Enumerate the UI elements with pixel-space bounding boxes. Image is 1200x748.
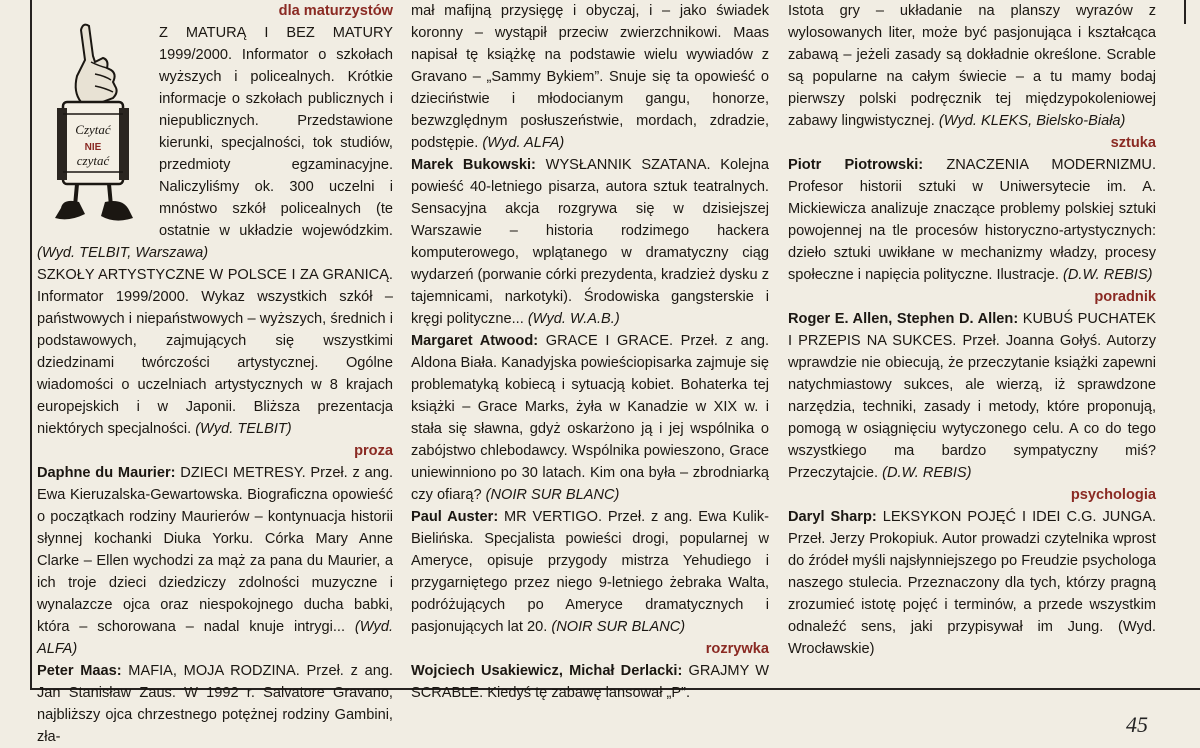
entry-szkoly-artystyczne	[37, 264, 393, 440]
entry-title: Z MATURĄ I BEZ MATURY 1999/2000.	[159, 25, 393, 63]
entry-text: Przeł. z ang. Ewa Kulik-Bielińska. Specjalista powieści drogi, popularnej w Ameryce, opisuje przygody mistrza Yehudiego i przygarniętego przez niego 9-letniego żebraka Walta, podróżujących po Ameryce dramatycznych i pasjonujących lat 20.	[411, 509, 769, 635]
entry-author: Roger E. Allen, Stephen D. Allen:	[788, 311, 1019, 327]
entry-title: ZNACZENIA MODERNIZMU.	[923, 157, 1156, 173]
entry-mafia-continued	[411, 0, 769, 154]
entry-author: Daphne du Maurier:	[37, 465, 176, 481]
entry-kubus-puchatek	[788, 308, 1156, 484]
entry-text: mał mafijną przysięgę i obyczaj, i – jako świadek koronny – wystąpił przeciw zwierzchnikowi. Maas napisał tę książkę na podstawie wielu wywiadów z Gravano – „Sammy Bykiem”. Snuje się ta opowieść o dzieciństwie i młodocianym gangu, honorze, bezwzględnym posłuszeństwie, mordach, zdradzie, podstępie.	[411, 3, 769, 151]
logo-text-czytac-2: czytać	[76, 153, 110, 168]
entry-text: Przeł. Jerzy Prokopiuk. Autor prowadzi czytelnika wprost do źródeł myśli najsłynniejszego po Freudzie psychologa naszego stulecia. Przeznaczony dla tych, którzy pragną zrozumieć istotę pojęć i terminów, a przede wszystkim odnaleźć sens, jaki przypisywał im Jung. (Wyd. Wrocławskie)	[788, 531, 1156, 657]
entry-text: Informator o szkołach wyższych i policealnych. Krótkie informacje o szkołach publicznych i niepublicznych. Przedstawione kierunki, specjalności, tok studiów, przedmioty egzaminacyjne. Naliczyliśmy ok. 300 uczelni i mnóstwo szkół policealnych (te ostatnie w układzie wojewódzkim.	[159, 47, 393, 239]
column-3	[788, 0, 1156, 660]
entry-text: Przeł. z ang. Aldona Biała. Kanadyjska powieściopisarka zajmuje się problematyką kobiecą i sytuacją kobiet. Bohaterka tej książki – Grace Marks, żyła w Kanadzie w XIX w. i stała się sławna, gdyż oskarżono ją i jej wspólnika o zabójstwo chlebodawcy. Wspólnika powieszono, Grace uniewinniono po 30 latach. Kim ona była – zbrodniarką czy ofiarą?	[411, 333, 769, 503]
entry-title: SZKOŁY ARTYSTYCZNE W POLSCE I ZA GRANICĄ.	[37, 267, 393, 283]
section-heading-proza: proza	[354, 443, 393, 459]
page-number: 45	[1126, 712, 1148, 737]
section-heading-poradnik: poradnik	[1094, 289, 1156, 305]
entry-publisher: (Wyd. KLEKS, Bielsko-Biała)	[938, 113, 1126, 129]
entry-title: LEKSYKON POJĘĆ I IDEI C.G. JUNGA.	[876, 509, 1156, 525]
entry-title: WYSŁANNIK SZATANA.	[535, 157, 711, 173]
entry-title: KUBUŚ PUCHATEK I PRZEPIS NA SUKCES.	[788, 311, 1157, 349]
entry-text: Kiedyś tę zabawę lansował „P”.	[483, 685, 691, 701]
entry-text: Kolejna powieść 40-letniego pisarza, autora sztuk teatralnych. Sensacyjna akcja rozgrywa się w dzisiejszej Warszawie – historia rodzimego hackera komputerowego, wplątanego w dramatyczny ciąg wydarzeń (porwanie córki prezydenta, kradzież dysku z tajemnicami, narkotyki). Środowiska gangsterskie i kręgi polityczne...	[411, 157, 769, 327]
entry-text: Istota gry – układanie na planszy wyrazów z wylosowanych liter, może być pasjonująca i kształcąca zabawą – jeżeli zasady są dokładnie określone. Scrable są popularne na całym świecie – a tu mamy bodaj pierwszy polski podręcznik tej międzypokoleniowej zabawy lingwistycznej.	[788, 3, 1156, 129]
entry-publisher: (NOIR SUR BLANC)	[551, 619, 686, 635]
entry-znaczenia-modernizmu	[788, 154, 1156, 286]
entry-publisher: (Wyd. TELBIT)	[195, 421, 292, 437]
entry-title: MAFIA, MOJA RODZINA.	[121, 663, 300, 679]
entry-text: Przeł. z ang. Jan Stanisław Zaus. W 1992 r. Salvatore Gravano, najbliższy ojca chrzestnego potężnej rodziny Gambini, zła-	[37, 663, 393, 745]
entry-author: Margaret Atwood:	[411, 333, 539, 349]
logo-text-nie: NIE	[84, 142, 102, 153]
entry-mr-vertigo	[411, 506, 769, 638]
entry-publisher: (Wyd. ALFA)	[37, 619, 393, 657]
entry-grajmy-w-scrable	[411, 660, 769, 704]
entry-grace-i-grace	[411, 330, 769, 506]
entry-title: DZIECI METRESY.	[175, 465, 306, 481]
entry-publisher: (D.W. REBIS)	[1063, 267, 1153, 283]
entry-text: Informator 1999/2000. Wykaz wszystkich szkół – państwowych i niepaństwowych – wyższych, średnich i podstawowych, zajmujących się wszystkimi dziedzinami twórczości artystycznej. Ogólne wiadomości o uczelniach artystycznych w 8 krajach europejskich i w Japonii. Bliższa prezentacja niektórych specjalności.	[37, 289, 393, 437]
entry-publisher: (NOIR SUR BLANC)	[485, 487, 620, 503]
column-2	[411, 0, 769, 704]
entry-text: Przeł. z ang. Ewa Kieruzalska-Gewartowska. Biograficzna opowieść o początkach rodziny Maurierów – kontynuacja historii słynnej kochanki Diuka Yorku. Córka Mary Anne Clarke – Ellen wychodzi za mąż za pana du Maurier, a ich troje dzieci dziedziczy zdolności muzyczne i wynalazcze ojca oraz niespokojnego ducha babki, która – schorowana – nadal knuje intrygi...	[37, 465, 394, 635]
column-1	[37, 0, 393, 748]
entry-text: Przeł. Joanna Gołyś. Autorzy wprawdzie nie obiecują, że przeczytanie książki zapewni natychmiastowy sukces, ale wierzą, iż sprawdzone narzędzia, techniki, zasady i metody, które proponują, pomogą w osiągnięciu wytyczonego celu. A co do tego wszystkiego ma bardzo sympatyczny miś? Przeczytajcie.	[788, 333, 1156, 481]
entry-title: GRACE I GRACE.	[538, 333, 674, 349]
section-heading-psychologia: psychologia	[1070, 487, 1156, 503]
entry-title: MR VERTIGO.	[498, 509, 602, 525]
entry-publisher: (Wyd. W.A.B.)	[527, 311, 620, 327]
entry-publisher: (Wyd. ALFA)	[482, 135, 565, 151]
entry-publisher: (Wyd. TELBIT, Warszawa)	[37, 245, 209, 261]
section-heading-sztuka: sztuka	[1110, 135, 1156, 151]
entry-author: Paul Auster:	[411, 509, 499, 525]
entry-publisher: (D.W. REBIS)	[882, 465, 972, 481]
entry-author: Wojciech Usakiewicz, Michał Derlacki:	[411, 663, 683, 679]
section-heading-maturzysci: dla maturzystów	[278, 3, 393, 19]
entry-author: Marek Bukowski:	[411, 157, 536, 173]
column-rule	[1184, 0, 1186, 24]
entry-scrable-continued	[788, 0, 1156, 132]
entry-dzieci-metresy	[37, 462, 393, 660]
entry-leksykon-junga	[788, 506, 1156, 660]
logo-text-czytac: Czytać	[75, 122, 111, 137]
entry-mafia-moja-rodzina	[37, 660, 393, 748]
entry-wyslannik-szatana	[411, 154, 769, 330]
entry-text: Profesor historii sztuki w Uniwersytecie im. A. Mickiewicza analizuje znaczące problemy polskiej sztuki powojennej na tle procesów historyczno-artystycznych: dzieło sztuki uwikłane w mechanizmy władzy, procesy społeczne i napięcia polityczne. Ilustracje.	[788, 179, 1156, 283]
czytac-nie-czytac-logo	[33, 22, 151, 227]
section-heading-rozrywka: rozrywka	[705, 641, 769, 657]
entry-author: Piotr Piotrowski:	[788, 157, 924, 173]
entry-author: Daryl Sharp:	[788, 509, 877, 525]
entry-author: Peter Maas:	[37, 663, 122, 679]
entry-title: GRAJMY W SCRABLE.	[411, 663, 769, 701]
